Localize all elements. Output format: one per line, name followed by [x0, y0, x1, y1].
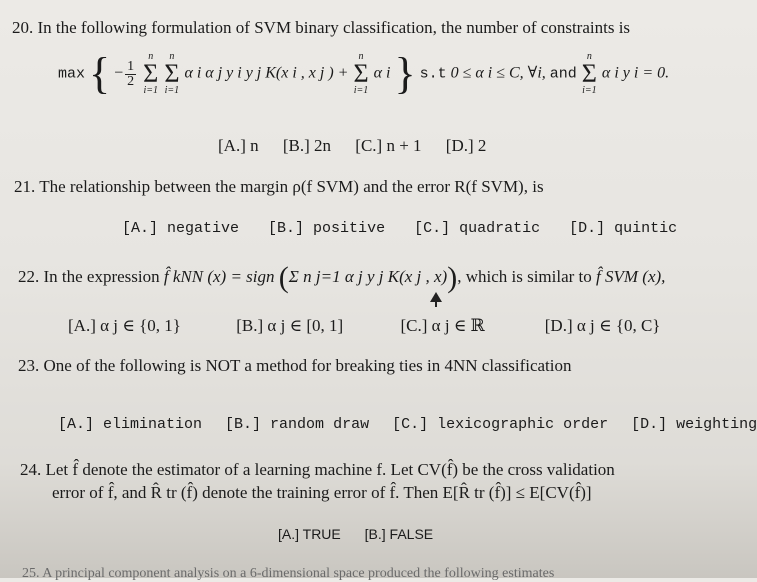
q20-max: max	[58, 65, 86, 83]
q23-option-d[interactable]: [D.] weighting	[631, 416, 757, 433]
q21-option-d[interactable]: [D.] quintic	[569, 220, 678, 237]
q23-text: One of the following is NOT a method for breaking ties in 4NN classification	[43, 356, 572, 375]
q20-formula: max { − $\frac{1}{2}$ n Σ i=1 n Σ i=1 α i α j y i y j K(x i , x j ) + n Σ i=1 α i } s.t 0 ≤ α i ≤ C, ∀i, and n Σ i=1 α i y i = 0.	[58, 49, 670, 98]
q24-header	[20, 460, 615, 480]
q21-header	[14, 177, 544, 197]
q21-option-c[interactable]: [C.] quadratic	[414, 220, 541, 237]
q20-term1: α i α j y i y j K(x i , x j ) +	[184, 64, 349, 82]
q20-and: and	[549, 65, 577, 83]
q22-sum-expr: Σ n j=1 α j y j K(x j , x)	[288, 266, 448, 286]
q22-header: 22. In the expression f̂ kNN (x) = sign (Σ n j=1 α j y j K(x j , x)), which is similar to f̂ SVM (x),	[18, 261, 666, 294]
q24-options	[278, 526, 453, 542]
q20-option-a[interactable]: [A.] n	[218, 136, 259, 155]
q24-line2-wrap	[52, 483, 592, 503]
sum-symbol-alpha: n Σ i=1	[353, 51, 369, 96]
q24-line2: error of f̂, and R̂ tr (f̂) denote the training error of f̂. Then E[R̂ tr (f̂)] ≤ E[CV(f̂)]	[52, 483, 592, 502]
left-brace: {	[89, 49, 111, 98]
q20-alpha-i: α i	[373, 64, 391, 82]
q21-text: The relationship between the margin ρ(f SVM) and the error R(f SVM), is	[39, 177, 544, 196]
q20-text: In the following formulation of SVM binary classification, the number of constraints is	[37, 18, 631, 37]
mouse-cursor-icon	[430, 292, 442, 302]
q24-option-b[interactable]: [B.] FALSE	[364, 526, 434, 542]
q21-number: 21.	[14, 177, 36, 196]
q22-option-b[interactable]: [B.] α j ∈ [0, 1]	[236, 316, 344, 335]
q22-option-c[interactable]: [C.] α j ∈ ℝ	[400, 316, 485, 335]
q25-header	[22, 566, 554, 582]
sum-symbol-i: n Σ i=1	[143, 51, 159, 96]
q20-st: s.t	[419, 65, 447, 83]
q23-header	[18, 356, 572, 376]
sum-symbol-j: n Σ i=1	[164, 51, 180, 96]
q20-option-d[interactable]: [D.] 2	[445, 136, 487, 155]
q22-text-post: , which is similar to	[457, 266, 592, 286]
q21-options	[122, 220, 697, 237]
q20-option-c[interactable]: [C.] n + 1	[355, 136, 422, 155]
q23-option-b[interactable]: [B.] random draw	[225, 416, 370, 433]
q21-option-b[interactable]: [B.] positive	[268, 220, 386, 237]
q22-option-a[interactable]: [A.] α j ∈ {0, 1}	[68, 316, 181, 335]
q24-option-a[interactable]: [A.] TRUE	[278, 526, 341, 542]
q20-header	[12, 18, 630, 38]
q23-option-a[interactable]: [A.] elimination	[58, 416, 203, 433]
q24-number: 24.	[20, 460, 42, 479]
q22-f-knn: f̂ kNN (x) = sign	[163, 266, 275, 286]
q25-text: A principal component analysis on a 6-dimensional space produced the following estimates	[42, 566, 555, 581]
q20-constraint1: 0 ≤ α i ≤ C, ∀i,	[450, 64, 546, 82]
q22-number: 22.	[18, 266, 40, 286]
q23-number: 23.	[18, 356, 40, 375]
q20-number: 20.	[12, 18, 34, 37]
q22-text-pre: In the expression	[43, 266, 160, 286]
sum-symbol-constraint: n Σ i=1	[581, 51, 597, 96]
q20-constraint2: α i y i = 0.	[601, 64, 670, 82]
q22-option-d[interactable]: [D.] α j ∈ {0, C}	[544, 316, 661, 335]
q22-options	[68, 316, 660, 336]
q23-option-c[interactable]: [C.] lexicographic order	[392, 416, 609, 433]
q22-f-svm: f̂ SVM (x),	[596, 266, 666, 286]
half-fraction: $\frac{1}{2}$	[127, 58, 135, 89]
q20-options	[218, 136, 506, 156]
q21-option-a[interactable]: [A.] negative	[122, 220, 240, 237]
q25-number: 25.	[22, 566, 40, 581]
q23-options	[58, 416, 757, 433]
right-brace: }	[394, 49, 416, 98]
q24-line1: Let f̂ denote the estimator of a learning machine f. Let CV(f̂) be the cross validation	[45, 460, 615, 479]
q20-option-b[interactable]: [B.] 2n	[282, 136, 332, 155]
